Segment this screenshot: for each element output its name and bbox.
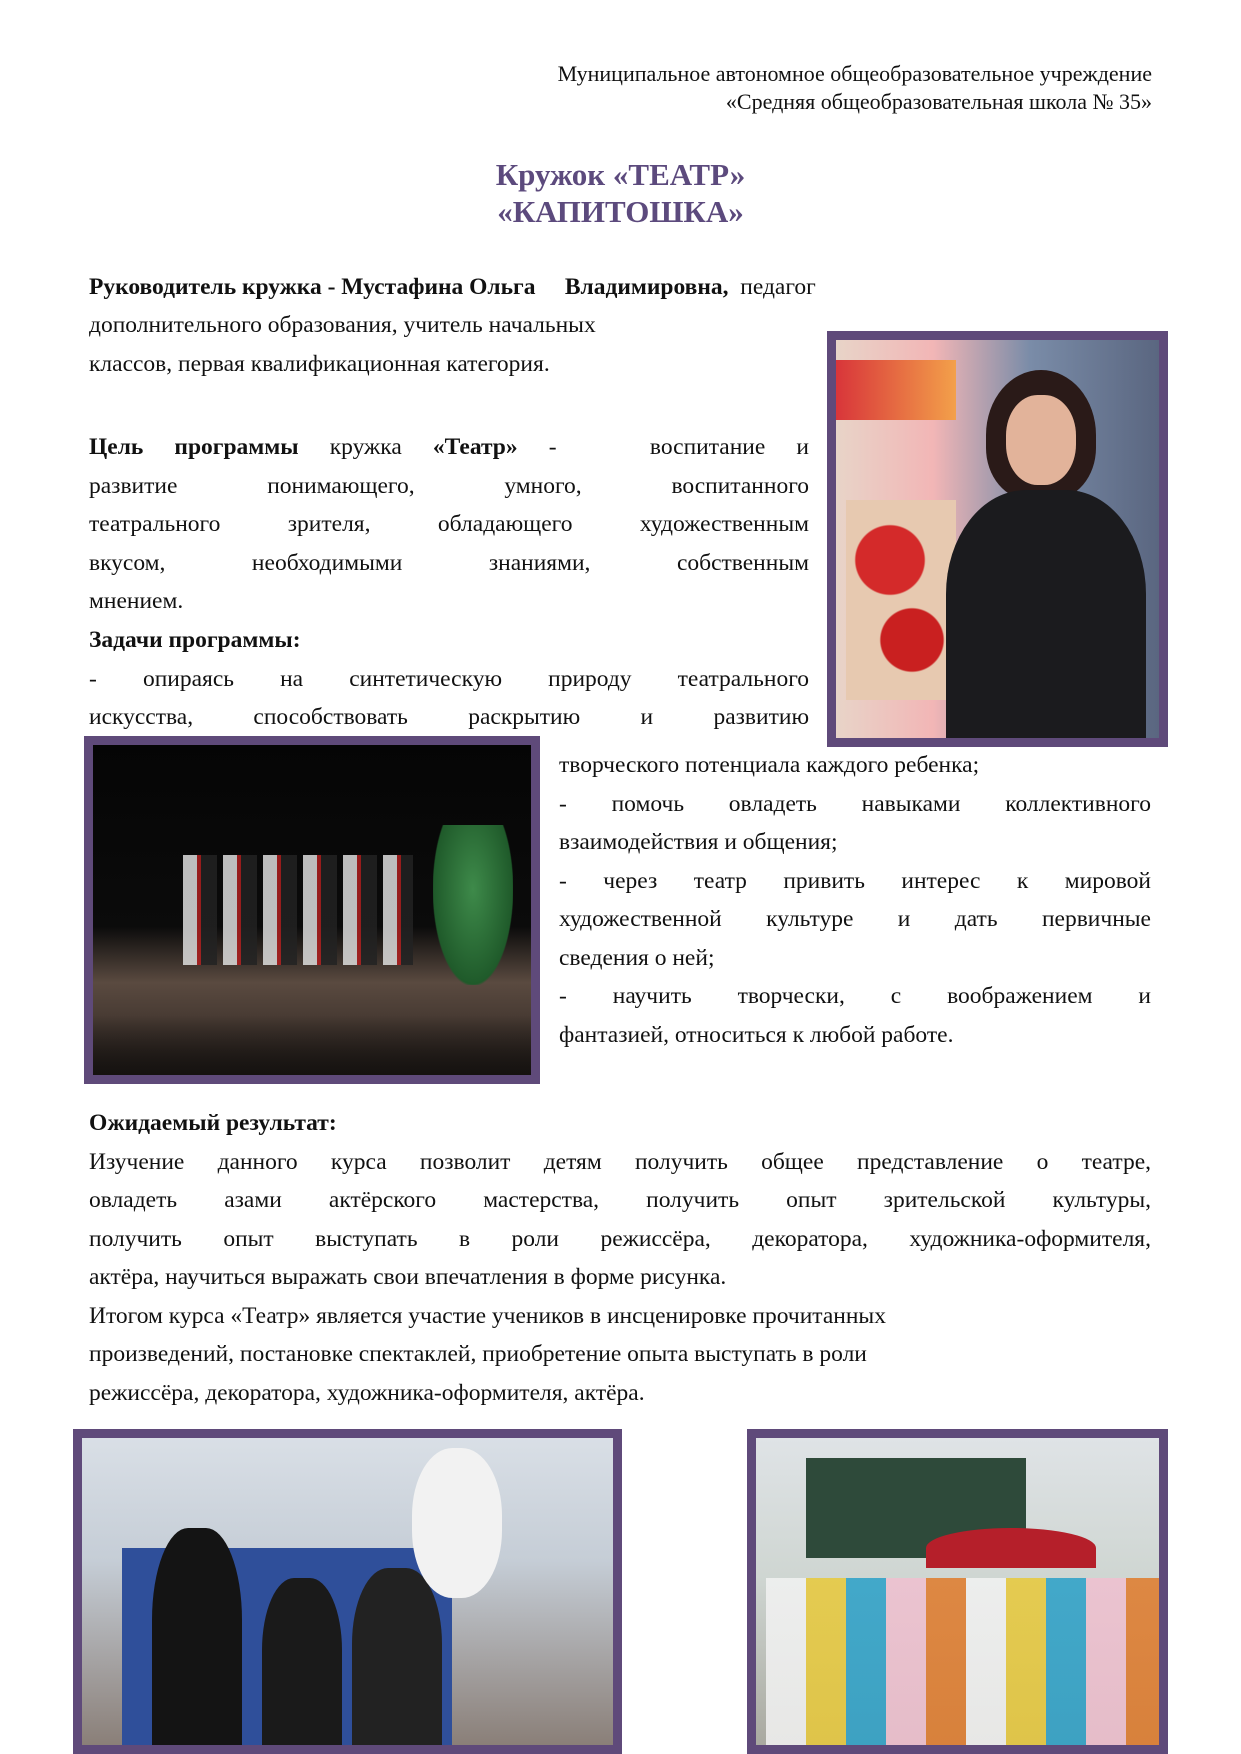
leader-role: педагог [728, 274, 816, 300]
leader-line1 [89, 268, 816, 307]
goal-line: театрального зрителя, обладающего художественным [89, 511, 809, 537]
task-line: - через театр привить интерес к мировой [559, 868, 1151, 894]
school-header [558, 60, 1152, 116]
leader-name: Руководитель кружка - Мустафина Ольга Владимировна, [89, 274, 729, 300]
task-line: фантазией, относиться к любой работе. [559, 1022, 954, 1048]
leader-line2: дополнительного образования, учитель начальных [89, 312, 596, 338]
stage-performance-photo [84, 736, 540, 1084]
result-line: актёра, научиться выражать свои впечатления в форме рисунка. [89, 1264, 727, 1290]
task-line: искусства, способствовать раскрытию и развитию [89, 704, 809, 730]
goal-line: вкусом, необходимыми знаниями, собственным [89, 550, 809, 576]
result-line: Итогом курса «Театр» является участие учеников в инсценировке прочитанных [89, 1303, 886, 1329]
task-line: взаимодействия и общения; [559, 829, 838, 855]
task-line: художественной культуре и дать первичные [559, 906, 1151, 932]
result-line: Изучение данного курса позволит детям получить общее представление о театре, [89, 1149, 1151, 1175]
page-title [0, 156, 1241, 230]
result-heading: Ожидаемый результат: [89, 1110, 337, 1136]
task-line: - опираясь на синтетическую природу театрального [89, 666, 809, 692]
goal-label: Цель программы [89, 434, 299, 460]
task-line: творческого потенциала каждого ребенка; [559, 752, 980, 778]
school-header-line2: «Средняя общеобразовательная школа № 35» [725, 89, 1152, 114]
puppet-show-photo [73, 1429, 622, 1754]
goal-line1 [89, 428, 809, 467]
goal-club: «Театр» [432, 434, 518, 460]
title-line1: Кружок «ТЕАТР» [495, 157, 746, 192]
goal-line: мнением. [89, 588, 184, 614]
tasks-heading: Задачи программы: [89, 627, 301, 653]
leader-line3: классов, первая квалификационная категория. [89, 351, 550, 377]
goal-line: развитие понимающего, умного, воспитанного [89, 473, 809, 499]
task-line: - научить творчески, с воображением и [559, 983, 1151, 1009]
result-line: произведений, постановке спектаклей, приобретение опыта выступать в роли [89, 1341, 867, 1367]
task-line: сведения о ней; [559, 945, 715, 971]
goal-text: кружка [298, 434, 433, 460]
school-header-line1: Муниципальное автономное общеобразовательное учреждение [557, 61, 1152, 86]
result-line: получить опыт выступать в роли режиссёра, декоратора, художника-оформителя, [89, 1226, 1151, 1252]
result-line: режиссёра, декоратора, художника-оформителя, актёра. [89, 1380, 645, 1406]
title-line2: «КАПИТОШКА» [497, 194, 744, 229]
task-line: - помочь овладеть навыками коллективного [559, 791, 1151, 817]
result-line: овладеть азами актёрского мастерства, получить опыт зрительской культуры, [89, 1187, 1151, 1213]
leader-portrait-photo [827, 331, 1168, 747]
costumed-children-photo [747, 1429, 1168, 1754]
goal-text: - воспитание и [517, 434, 809, 460]
